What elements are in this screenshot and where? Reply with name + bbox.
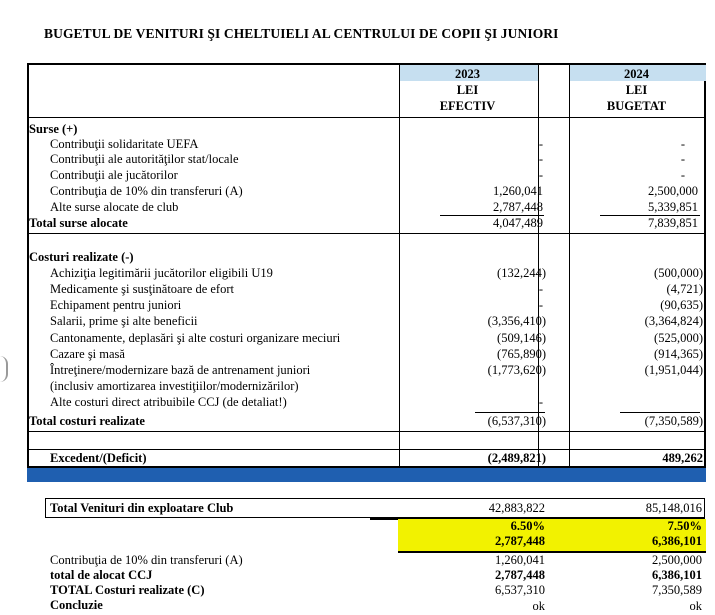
table-cell-2024: (1,951,044) bbox=[644, 363, 703, 377]
excedent-2024: 489,262 bbox=[662, 451, 703, 465]
header-type-2023: EFECTIV bbox=[439, 99, 496, 113]
header-separator bbox=[29, 117, 704, 118]
table-cell-2023: (509,146) bbox=[497, 331, 546, 345]
total-venituri-2024: 85,148,016 bbox=[645, 501, 702, 515]
header-year-2023: 2023 bbox=[455, 67, 480, 81]
table-cell-2024: (90,635) bbox=[660, 298, 703, 312]
total-surse-label: Total surse alocate bbox=[29, 216, 128, 230]
table-cell-2024: (914,365) bbox=[654, 347, 703, 361]
table-cell-2024: - bbox=[680, 168, 685, 182]
bottom-row-label: Concluzie bbox=[50, 598, 103, 612]
page-edge-mark bbox=[0, 356, 8, 382]
bottom-cell-2024: ok bbox=[689, 599, 702, 613]
table-row-label: Medicamente şi susţinătoare de efort bbox=[50, 282, 234, 296]
bottom-cell-2023: ok bbox=[532, 599, 545, 613]
table-cell-2024: 2,500,000 bbox=[648, 184, 698, 198]
header-unit-2023: LEI bbox=[456, 83, 479, 97]
header-year-2024: 2024 bbox=[624, 67, 649, 81]
total-surse-2024: 7,839,851 bbox=[648, 216, 698, 230]
alocat-2024: 6,386,101 bbox=[652, 534, 702, 548]
table-cell-2024: (525,000) bbox=[654, 331, 703, 345]
bottom-row-label: Contribuţia de 10% din transferuri (A) bbox=[50, 553, 243, 567]
table-row-label: Contribuţii ale autorităţilor stat/locale bbox=[50, 152, 239, 166]
table-cell-2023: (132,244) bbox=[497, 266, 546, 280]
table-row-label: Cantonamente, deplasări şi alte costuri organizare meciuri bbox=[50, 331, 341, 345]
section-separator bbox=[29, 449, 704, 450]
bottom-cell-2024: 7,350,589 bbox=[652, 583, 702, 597]
table-row-label: Contribuţia de 10% din transferuri (A) bbox=[50, 184, 243, 198]
table-row-label: Achiziţia legitimării jucătorilor eligibili U19 bbox=[50, 266, 273, 280]
table-cell-2024: - bbox=[680, 152, 685, 166]
total-surse-2023: 4,047,489 bbox=[493, 216, 543, 230]
double-underline bbox=[640, 466, 702, 467]
table-row-label: Cazare şi masă bbox=[50, 347, 125, 361]
section-label-costuri: Costuri realizate (-) bbox=[29, 250, 134, 264]
underline bbox=[475, 412, 545, 413]
table-row-label: Alte surse alocate de club bbox=[50, 200, 179, 214]
total-costuri-2024: (7,350,589) bbox=[644, 414, 703, 428]
table-row-label: Întreţinere/modernizare bază de antrenament juniori bbox=[50, 363, 311, 377]
underline bbox=[620, 412, 700, 413]
table-cell-2023: - bbox=[538, 152, 543, 166]
table-cell-2023: - bbox=[538, 298, 543, 312]
divider-bar bbox=[27, 468, 706, 482]
total-costuri-label: Total costuri realizate bbox=[29, 414, 145, 428]
alocat-2023: 2,787,448 bbox=[495, 534, 545, 548]
bottom-row-label: TOTAL Costuri realizate (C) bbox=[50, 583, 205, 597]
table-cell-2023: (3,356,410) bbox=[487, 314, 546, 328]
page-title: BUGETUL DE VENITURI ŞI CHELTUIELI AL CENTRULUI DE COPII ŞI JUNIORI bbox=[44, 26, 559, 41]
bottom-cell-2024: 2,500,000 bbox=[652, 553, 702, 567]
excedent-label: Excedent/(Deficit) bbox=[50, 451, 147, 465]
table-row-label: Contribuţii ale jucătorilor bbox=[50, 168, 178, 182]
double-underline bbox=[470, 466, 546, 467]
table-row-label: (inclusiv amortizarea investiţiilor/modernizărilor) bbox=[50, 379, 299, 393]
section-label-surse: Surse (+) bbox=[29, 122, 78, 136]
bottom-row-label: total de alocat CCJ bbox=[50, 568, 153, 582]
table-cell-2023: - bbox=[538, 282, 543, 296]
excedent-2023: (2,489,821) bbox=[487, 451, 546, 465]
section-separator bbox=[29, 431, 704, 432]
table-cell-2023: 2,787,448 bbox=[493, 200, 543, 214]
header-unit-2024: LEI bbox=[625, 83, 648, 97]
table-cell-2024: (500,000) bbox=[654, 266, 703, 280]
total-venituri-label: Total Venituri din exploatare Club bbox=[50, 501, 234, 515]
table-cell-2023: (1,773,620) bbox=[487, 363, 546, 377]
table-cell-2023: - bbox=[538, 137, 543, 151]
table-cell-2024: 5,339,851 bbox=[648, 200, 698, 214]
table-cell-2024: - bbox=[680, 137, 685, 151]
bottom-cell-2023: 2,787,448 bbox=[495, 568, 545, 582]
total-venituri-2023: 42,883,822 bbox=[488, 501, 545, 515]
table-row-label: Echipament pentru juniori bbox=[50, 298, 182, 312]
table-cell-2024: (4,721) bbox=[666, 282, 703, 296]
table-cell-2024: (3,364,824) bbox=[644, 314, 703, 328]
table-row-label: Alte costuri direct atribuibile CCJ (de detaliat!) bbox=[50, 395, 287, 409]
table-cell-2023: - bbox=[538, 395, 543, 409]
bottom-cell-2023: 1,260,041 bbox=[495, 553, 545, 567]
bottom-cell-2023: 6,537,310 bbox=[495, 583, 545, 597]
header-type-2024: BUGETAT bbox=[606, 99, 667, 113]
table-cell-2023: 1,260,041 bbox=[493, 184, 543, 198]
table-row-label: Salarii, prime şi alte beneficii bbox=[50, 314, 198, 328]
section-separator bbox=[29, 233, 704, 234]
pct-2024: 7.50% bbox=[667, 519, 702, 533]
table-cell-2023: - bbox=[538, 168, 543, 182]
pct-2023: 6.50% bbox=[510, 519, 545, 533]
total-costuri-2023: (6,537,310) bbox=[487, 414, 546, 428]
table-row-label: Contribuţii solidaritate UEFA bbox=[50, 137, 199, 151]
table-cell-2023: (765,890) bbox=[497, 347, 546, 361]
bottom-cell-2024: 6,386,101 bbox=[652, 568, 702, 582]
